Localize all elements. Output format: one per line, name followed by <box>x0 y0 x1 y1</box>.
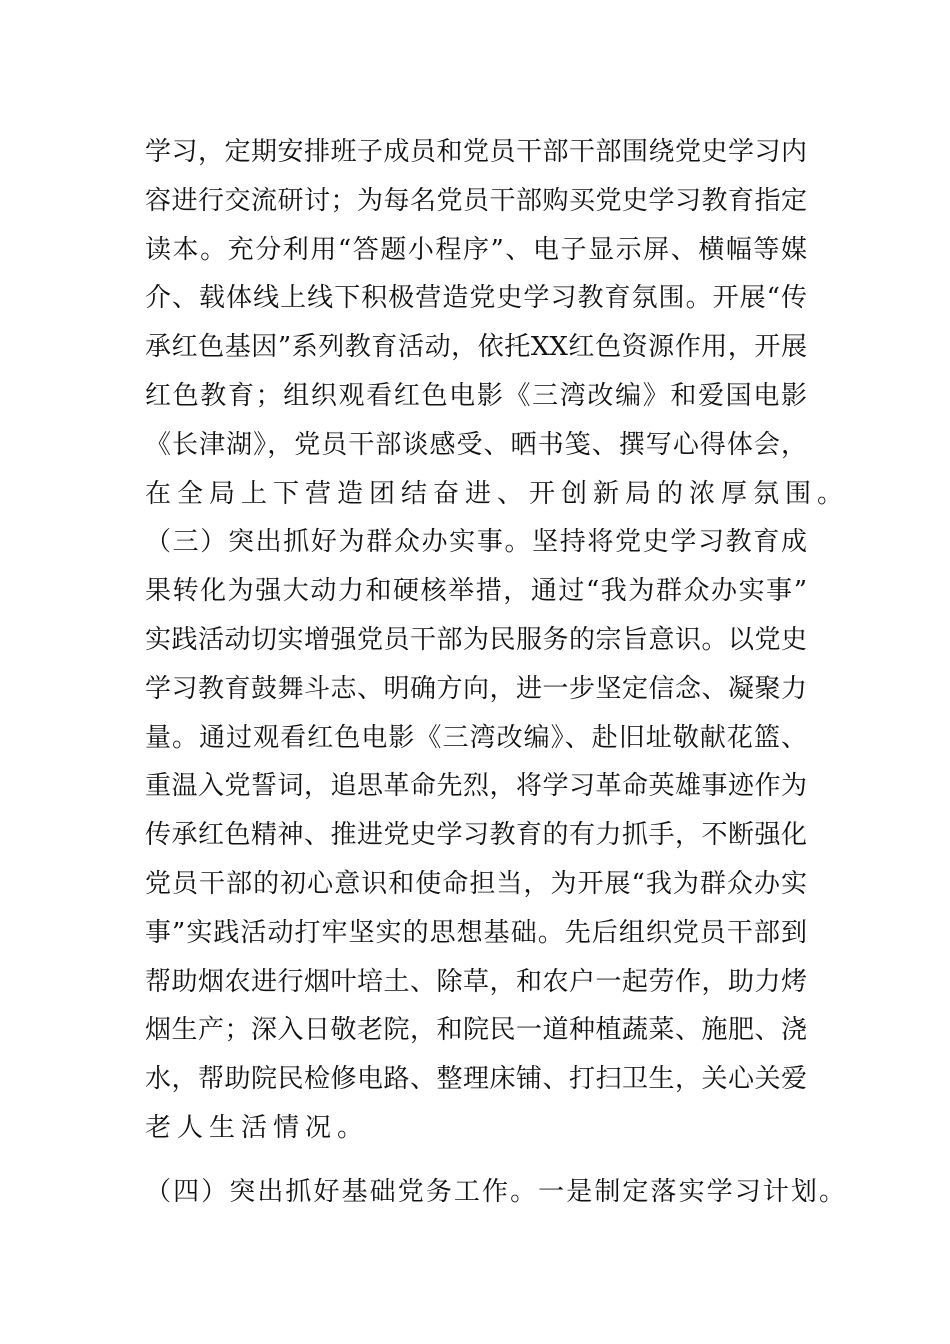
text-line: 学习，定期安排班子成员和党员干部干部围绕党史学习内 <box>145 137 807 167</box>
text-line: 量。通过观看红色电影《三湾改编》、赴旧址敬献花篮、 <box>145 722 807 753</box>
text-line: 果转化为强大动力和硬核举措，通过“我为群众办实事” <box>145 576 807 607</box>
text-line: 传承红色精神、推进党史学习教育的有力抓手，不断强化 <box>145 820 807 851</box>
text-line: 重温入党誓词，追思革命先烈，将学习革命英雄事迹作为 <box>145 771 807 802</box>
text-line: （四）突出抓好基础党务工作。一是制定落实学习计划。 <box>145 1176 845 1207</box>
text-line: 介、载体线上线下积极营造党史学习教育氛围。开展“传 <box>145 283 807 314</box>
text-line: 老人生活情况。 <box>145 1112 370 1143</box>
text-line: 在全局上下营造团结奋进、开创新局的浓厚氛围。 <box>145 478 850 509</box>
paragraph-2 <box>145 518 807 1152</box>
text-line: 水，帮助院民检修电路、整理床铺、打扫卫生，关心关爱 <box>145 1064 807 1095</box>
paragraph-3 <box>145 1168 845 1217</box>
paragraph-1 <box>145 128 850 518</box>
text-line: 《长津湖》，党员干部谈感受、晒书笺、撰写心得体会， <box>145 429 807 460</box>
text-line: 党员干部的初心意识和使命担当，为开展“我为群众办实 <box>145 868 807 899</box>
text-line: 读本。充分利用“答题小程序”、电子显示屏、横幅等媒 <box>145 234 807 265</box>
text-line: 事”实践活动打牢坚实的思想基础。先后组织党员干部到 <box>145 917 807 948</box>
text-line: 实践活动切实增强党员干部为民服务的宗旨意识。以党史 <box>145 624 807 655</box>
text-line: 承红色基因”系列教育活动，依托XX红色资源作用，开展 <box>145 332 807 363</box>
text-line: 学习教育鼓舞斗志、明确方向，进一步坚定信念、凝聚力 <box>145 673 807 704</box>
document-page <box>145 128 850 1217</box>
text-line: 容进行交流研讨；为每名党员干部购买党史学习教育指定 <box>145 185 807 216</box>
text-line: 红色教育；组织观看红色电影《三湾改编》和爱国电影 <box>145 380 807 411</box>
text-line: （三）突出抓好为群众办实事。坚持将党史学习教育成 <box>145 527 807 558</box>
text-line: 帮助烟农进行烟叶培土、除草，和农户一起劳作，助力烤 <box>145 966 807 997</box>
text-line: 烟生产；深入日敬老院，和院民一道种植蔬菜、施肥、浇 <box>145 1015 807 1046</box>
